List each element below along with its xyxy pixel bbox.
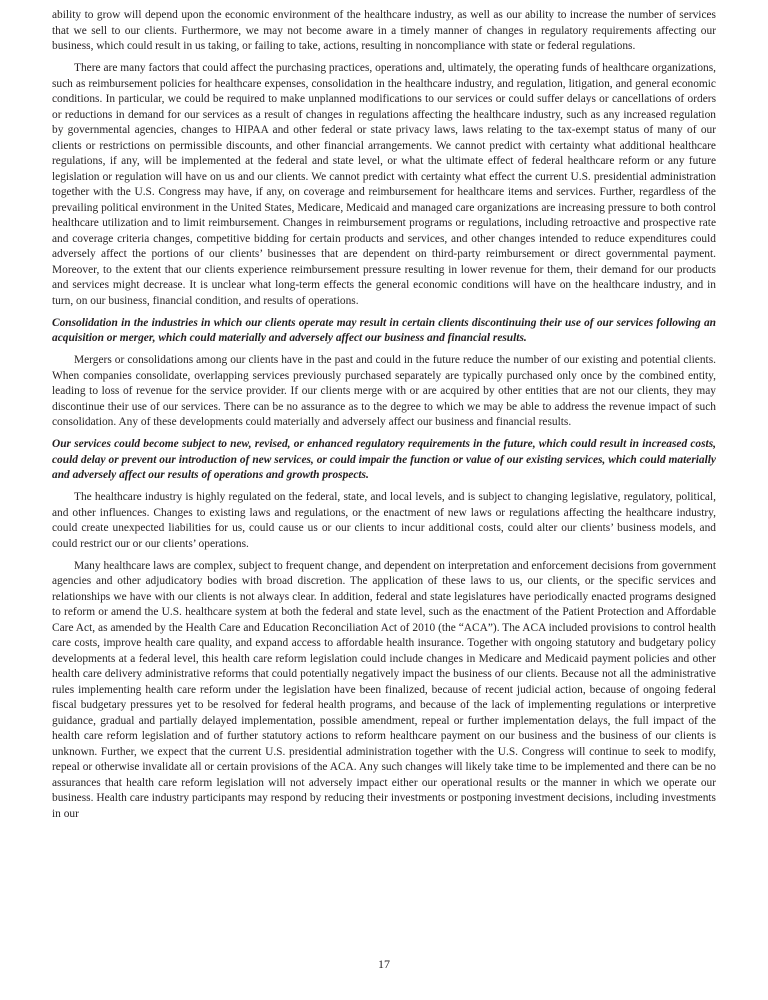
- risk-heading-consolidation: Consolidation in the industries in which our clients operate may result in certain clients discontinuing their use of our services following an acquisition or merger, which could materially and adversely affect our business and financial results.: [52, 316, 716, 344]
- paragraph-healthcare-laws: Many healthcare laws are complex, subject to frequent change, and dependent on interpretation and enforcement decisions from government agencies and other adjudicatory bodies with broad discretion. The application of these laws to us, our clients, or the specific services and relationships we have with our clients is not always clear. In addition, federal and state legislatures have periodically enacted programs designed to reform or amend the U.S. healthcare system at both the federal and state level, such as the enactment of the Patient Protection and Affordable Care Act, as amended by the Health Care and Education Reconciliation Act of 2010 (the “ACA”). The ACA included provisions to control health care costs, improve health care quality, and expand access to affordable health insurance. Together with ongoing statutory and budgetary policy developments at a federal level, this health care reform legislation could include changes in Medicare and Medicaid payment policies and other health care delivery administrative reforms that could potentially negatively impact the business of our clients. Because not all the administrative rules implementing health care reform under the legislation have been finalized, because of recent judicial action, because of ongoing federal fiscal budgetary pressures yet to be resolved for federal health programs, and because of the lack of implementing regulations or interpretive guidance, gradual and partially delayed implementation, possible amendment, repeal or further implementation delays, the full impact of the health care reform legislation and of further statutory actions to reform healthcare payment on our business and the business of our clients is unknown. Further, we expect that the current U.S. presidential administration together with the U.S. Congress will continue to seek to modify, repeal or otherwise invalidate all or certain provisions of the ACA. Any such changes will likely take time to be implemented and there can be no assurances that health care reform legislation will not adversely impact either our operational results or the manner in which we operate our business. Health care industry participants may respond by reducing their investments or postponing investment decisions, including investments in our: [52, 559, 716, 820]
- document-page: [52, 8, 716, 829]
- paragraph-mergers: Mergers or consolidations among our clients have in the past and could in the future reduce the number of our existing and potential clients. When companies consolidate, overlapping services previously purchased separately are typically purchased only once by the combined entity, leading to loss of revenue for the service provider. If our clients merge with or are acquired by other entities that are not our clients, they may discontinue their use of our services. There can be no assurance as to the degree to which we may be able to address the revenue impact of such consolidation. Any of these developments could materially and adversely affect our business and financial results.: [52, 354, 716, 428]
- risk-heading-regulatory: Our services could become subject to new, revised, or enhanced regulatory requirements in the future, which could result in increased costs, could delay or prevent our introduction of new services, or could impair the function or value of our existing services, which could materially and adversely affect our results of operations and growth prospects.: [52, 438, 716, 481]
- paragraph-regulated-industry: The healthcare industry is highly regulated on the federal, state, and local levels, and is subject to changing legislative, regulatory, political, and other influences. Changes to existing laws and regulations, or the enactment of new laws or regulations affecting the healthcare industry, could create unexpected liabilities for us, could cause us or our clients to incur additional costs, could alter our clients’ business models, and could restrict our or our clients’ operations.: [52, 491, 716, 550]
- paragraph-purchasing-factors: There are many factors that could affect the purchasing practices, operations and, ultimately, the operating funds of healthcare organizations, such as reimbursement policies for healthcare expenses, consolidation in the healthcare industry, and regulation, litigation, and general economic conditions. In particular, we could be required to make unplanned modifications to our services or could suffer delays or cancellations of orders or reductions in demand for our services as a result of changes in regulations affecting the healthcare industry, such as any increased regulation by governmental agencies, changes to HIPAA and other federal or state privacy laws, laws relating to the tax-exempt status of many of our clients or restrictions on permissible discounts, and other financial arrangements. We cannot predict with certainty what additional healthcare regulations, if any, will be implemented at the federal and state level, or what the ultimate effect of federal healthcare reform or any future legislation or regulation will have on us and our clients. We cannot predict with certainty what effect the current U.S. presidential administration together with the U.S. Congress may have, if any, on coverage and reimbursement for healthcare items and services. Further, regardless of the prevailing political environment in the United States, Medicare, Medicaid and managed care organizations are increasing pressure to both control healthcare utilization and to limit reimbursement. Changes in reimbursement programs or regulations, including retroactive and prospective rate and coverage criteria changes, competitive bidding for certain products and services, and other changes intended to reduce expenditures could adversely affect the portions of our clients’ businesses that are dependent on third-party reimbursement or direct governmental payment. Moreover, to the extent that our clients experience reimbursement pressure resulting in lower revenue for them, their demand for our products and services might decrease. It is unclear what long-term effects the general economic conditions will have on the healthcare industry, and in turn, on our business, financial condition, and results of operations.: [52, 62, 716, 307]
- paragraph-growth-continued: ability to grow will depend upon the economic environment of the healthcare industry, as well as our ability to increase the number of services that we sell to our clients. Furthermore, we may not become aware in a timely manner of changes in regulatory requirements affecting our business, which could result in us taking, or failing to take, actions, resulting in noncompliance with state or federal regulations.: [52, 9, 716, 52]
- page-number: 17: [378, 957, 390, 971]
